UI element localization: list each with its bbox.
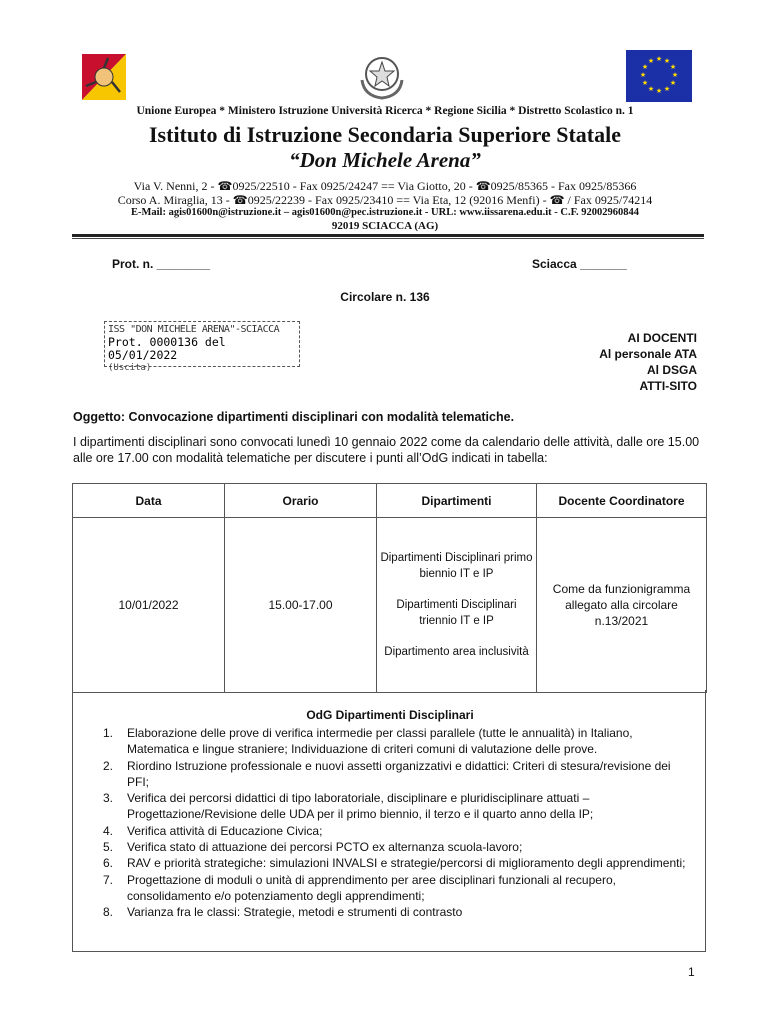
svg-text:★: ★: [639, 71, 647, 79]
list-item: 3. Verifica dei percorsi didattici di tipo laboratoriale, disciplinare e pluridisciplinare attuati – Progettazione/Revisione delle UDA per il primo biennio, il terzo e il quarto anno della IP;: [103, 791, 594, 822]
protocol-number: Prot. n. ________: [112, 257, 211, 271]
institute-title: Istituto di Istruzione Secondaria Superiore Statale: [149, 122, 621, 147]
agenda-item-text: Verifica attività di Educazione Civica;: [127, 823, 323, 838]
department-item: Dipartimenti Disciplinari primo biennio IT e IP: [380, 552, 533, 580]
recipient: Al personale ATA: [599, 347, 697, 361]
departments-cell: [377, 518, 537, 693]
agenda-title: OdG Dipartimenti Disciplinari: [306, 708, 474, 722]
table-row: [73, 518, 707, 693]
email-line: E-Mail: agis01600n@istruzione.it – agis01600n@pec.istruzione.it - URL: www.iissarena.edu.it - C.F. 92002960844: [130, 207, 640, 218]
svg-text:★: ★: [655, 87, 663, 95]
recipients-block: [599, 330, 697, 394]
header-divider: [72, 234, 704, 237]
agenda-item-text: Verifica stato di attuazione dei percorsi PCTO ex alternanza scuola-lavoro;: [127, 840, 523, 855]
list-item: 2. Riordino Istruzione professionale e nuovi assetti organizzativi e didattici: Criteri di stesura/revisione dei PFI;: [103, 758, 671, 789]
italian-republic-emblem-logo: [354, 50, 410, 102]
agenda-item-text: Elaborazione delle prove di verifica intermedie per classi parallele (tutte le annualità) in Italiano, Matematica e lingue straniere; Individuazione di criteri comuni di valutazione delle prove.: [127, 726, 633, 757]
svg-text:★: ★: [669, 79, 677, 87]
list-item: 1. Elaborazione delle prove di verifica intermedie per classi parallele (tutte le annualità) in Italiano, Matematica e lingue straniere; Individuazione di criteri comuni di valutazione delle prove.: [103, 726, 633, 757]
table-header-row: [73, 484, 707, 518]
agenda-item-text: Varianza fra le classi: Strategie, metodi e strumenti di contrasto: [127, 905, 463, 920]
city-line: 92019 SCIACCA (AG): [331, 220, 439, 232]
protocol-stamp: [104, 321, 300, 373]
agenda-item-text: Verifica dei percorsi didattici di tipo laboratoriale, disciplinare e pluridisciplinare attuati – Progettazione/Revisione delle UDA per il primo biennio, il terzo e il quarto anno della IP;: [127, 791, 594, 822]
svg-text:★: ★: [647, 85, 655, 93]
address-line-1: Via V. Nenni, 2 - ☎0925/22510 - Fax 0925/24247 == Via Giotto, 20 - ☎0925/85365 - Fax 0925/85366: [133, 179, 637, 193]
list-item: 5. Verifica stato di attuazione dei percorsi PCTO ex alternanza scuola-lavoro;: [103, 840, 523, 855]
page-number: 1: [688, 965, 695, 979]
recipient: ATTI-SITO: [639, 379, 697, 393]
coordinator-cell: Come da funzionigramma allegato alla circolare n.13/2021: [537, 518, 707, 693]
stamp-line-2: Prot. 0000136 del 05/01/2022: [108, 335, 226, 362]
stamp-line-1: ISS "DON MICHELE ARENA"-SCIACCA: [108, 324, 280, 335]
table-header: Orario: [225, 484, 377, 518]
header-top-line: Unione Europea * Ministero Istruzione Università Ricerca * Regione Sicilia * Distretto Scolastico n. 1: [136, 105, 634, 117]
recipient: Al DSGA: [646, 363, 697, 377]
agenda-item-text: RAV e priorità strategiche: simulazioni INVALSI e strategie/percorsi di miglioramento degli apprendimenti;: [127, 856, 686, 871]
agenda-box: [72, 690, 706, 952]
date-cell: 10/01/2022: [73, 518, 225, 693]
department-item: Dipartimento area inclusività: [384, 646, 529, 658]
svg-text:★: ★: [641, 63, 649, 71]
svg-text:★: ★: [671, 71, 679, 79]
recipient: AI DOCENTI: [627, 331, 697, 345]
table-header: Docente Coordinatore: [537, 484, 707, 518]
address-line-2: Corso A. Miraglia, 13 - ☎0925/22239 - Fax 0925/23410 == Via Eta, 12 (92016 Menfi) - ☎ / Fax 0925/74214: [117, 193, 653, 207]
subject-line: Oggetto: Convocazione dipartimenti disciplinari con modalità telematiche.: [73, 410, 515, 424]
agenda-item-text: Riordino Istruzione professionale e nuovi assetti organizzativi e didattici: Criteri di stesura/revisione dei PFI;: [127, 758, 671, 789]
circular-number: Circolare n. 136: [340, 290, 430, 304]
list-item: 8. Varianza fra le classi: Strategie, metodi e strumenti di contrasto: [103, 905, 463, 920]
svg-text:★: ★: [663, 57, 671, 65]
table-header: Dipartimenti: [377, 484, 537, 518]
svg-text:★: ★: [669, 63, 677, 71]
list-item: 7. Progettazione di moduli o unità di apprendimento per aree disciplinari funzionali al recupero, consolidamento e/o potenziamento degli apprendimenti;: [103, 872, 616, 903]
agenda-list: [103, 725, 693, 921]
table-header: Data: [73, 484, 225, 518]
place-date: Sciacca _______: [532, 257, 627, 271]
svg-text:★: ★: [641, 79, 649, 87]
time-cell: 15.00-17.00: [225, 518, 377, 693]
agenda-item-text: Progettazione di moduli o unità di apprendimento per aree disciplinari funzionali al recupero, consolidamento e/o potenziamento degli apprendimenti;: [127, 872, 616, 903]
european-union-flag-logo: [626, 50, 692, 102]
list-item: 6. RAV e priorità strategiche: simulazioni INVALSI e strategie/percorsi di miglioramento degli apprendimenti;: [103, 856, 686, 871]
list-item: 4. Verifica attività di Educazione Civica;: [103, 823, 323, 838]
svg-text:★: ★: [663, 85, 671, 93]
header-divider-thin: [72, 238, 704, 239]
svg-text:★: ★: [655, 55, 663, 63]
body-paragraph: I dipartimenti disciplinari sono convocati lunedì 10 gennaio 2022 come da calendario delle attività, dalle ore 15.00 alle ore 17.00 con modalità telematiche per discutere i punti all’OdG indicati in tabella:: [73, 435, 700, 465]
department-item: Dipartimenti Disciplinari triennio IT e IP: [396, 599, 517, 627]
sicily-coat-of-arms-logo: [78, 52, 130, 102]
stamp-line-3: (Uscita): [108, 363, 152, 373]
institute-name: “Don Michele Arena”: [289, 148, 481, 172]
svg-text:★: ★: [647, 57, 655, 65]
schedule-table: [72, 483, 707, 693]
